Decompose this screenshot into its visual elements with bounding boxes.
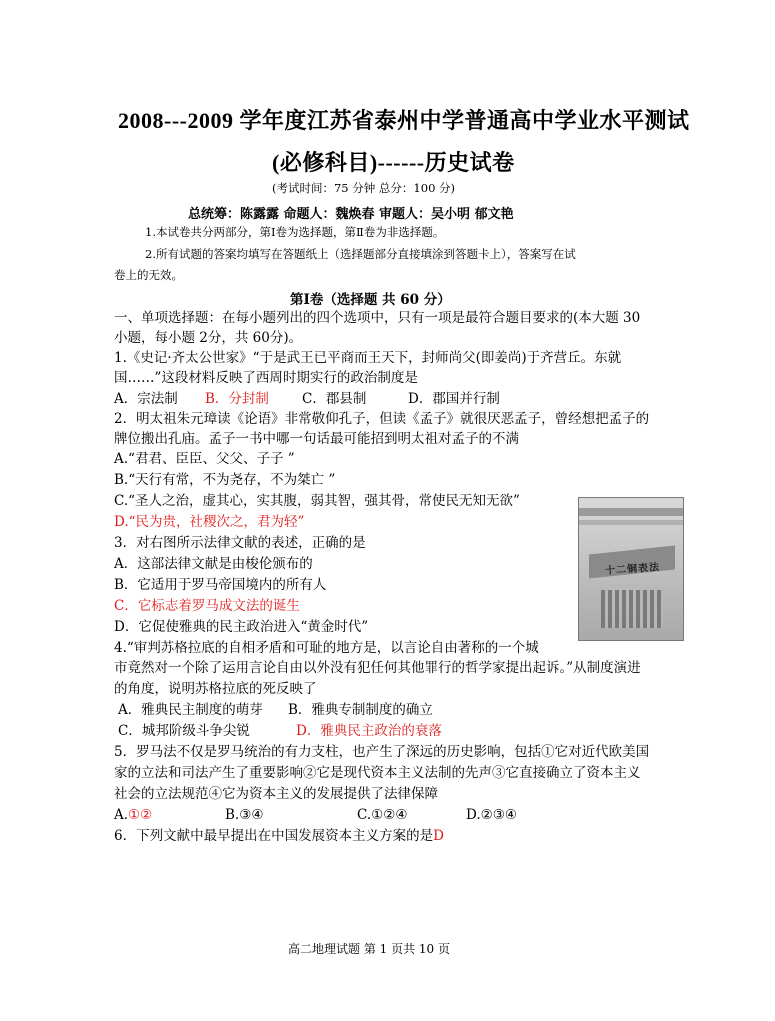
q5-option-c: C.①②④ xyxy=(357,807,408,823)
q6-stem xyxy=(114,826,444,846)
q4-stem-c: 的角度，说明苏格拉底的死反映了 xyxy=(114,681,317,697)
q4-option-b: B．雅典专制制度的确立 xyxy=(288,702,433,718)
q5-stem-b: 家的立法和司法产生了重要影响②它是现代资本主义法制的先声③它直接确立了资本主义 xyxy=(114,765,641,781)
q1-stem-b: 国……”这段材料反映了西周时期实行的政治制度是 xyxy=(114,370,418,386)
q3-stem: 3．对右图所示法律文献的表述，正确的是 xyxy=(114,535,366,551)
q2-option-b: B.“天行有常，不为尧存，不为桀亡 ” xyxy=(114,472,336,488)
twelve-tables-book-image xyxy=(578,497,684,641)
instructions-line-1: 一、单项选择题：在每小题列出的四个选项中，只有一项是最符合题目要求的(本大题 30 xyxy=(114,310,641,326)
book-cover-title: 十二铜表法 xyxy=(604,562,661,577)
q3-option-c: C．它标志着罗马成文法的诞生 xyxy=(114,598,300,614)
q5-option-a-prefix: A. xyxy=(114,807,129,823)
q4-option-c: C．城邦阶级斗争尖锐 xyxy=(118,723,250,739)
book-cover-stripe xyxy=(579,508,683,516)
note-2b: 卷上的无效。 xyxy=(114,268,183,282)
q5-option-d: D.②③④ xyxy=(466,807,517,823)
q1-option-d: D．郡国并行制 xyxy=(408,391,500,407)
q5-stem-c: 社会的立法规范④它为资本主义的发展提供了法律保障 xyxy=(114,786,438,802)
exam-info: (考试时间：75 分钟 总分：100 分) xyxy=(272,181,456,195)
q5-option-a-answer: ①② xyxy=(128,807,153,823)
instructions-line-2: 小题，每小题 2分，共 60分)。 xyxy=(114,330,303,346)
section-heading: 第Ⅰ卷（选择题 共 60 分） xyxy=(290,292,451,308)
q2-option-c: C.“圣人之治，虚其心，实其腹，弱其智，强其骨，常使民无知无欲” xyxy=(114,493,520,509)
q4-option-a: A．雅典民主制度的萌芽 xyxy=(118,702,263,718)
q2-option-a: A.“君君、臣臣、父父、子子 ” xyxy=(114,451,295,467)
q2-stem-a: 2．明太祖朱元璋读《论语》非常敬仰孔子，但读《孟子》就很厌恶孟子，曾经想把孟子的 xyxy=(114,411,650,427)
q3-option-d: D．它促使雅典的民主政治进入“黄金时代” xyxy=(114,619,369,635)
page-footer: 高二地理试题 第 1 页共 10 页 xyxy=(288,942,450,956)
book-cover-pattern xyxy=(601,590,663,628)
q1-option-c: C．郡县制 xyxy=(302,391,367,407)
q1-stem-a: 1.《史记·齐太公世家》“于是武王已平商而王天下，封师尚父(即姜尚)于齐营丘。东就 xyxy=(114,350,622,366)
q5-option-a xyxy=(114,805,152,825)
book-cover-stripe-2 xyxy=(579,520,683,525)
page-subtitle: (必修科目)------历史试卷 xyxy=(272,150,515,175)
q6-stem-text: 6．下列文献中最早提出在中国发展资本主义方案的是 xyxy=(114,828,434,844)
note-2a: 2.所有试题的答案均填写在答题纸上（选择题部分直接填涂到答题卡上），答案写在试 xyxy=(145,247,576,261)
q4-stem-b: 市竟然对一个除了运用言论自由以外没有犯任何其他罪行的哲学家提出起诉。”从制度演进 xyxy=(114,660,641,676)
exam-staff: 总统筹：陈露露 命题人：魏焕春 审题人：吴小明 郁文艳 xyxy=(188,207,514,222)
q4-option-d: D．雅典民主政治的衰落 xyxy=(296,723,442,739)
q2-stem-b: 牌位搬出孔庙。孟子一书中哪一句话最可能招到明太祖对孟子的不满 xyxy=(114,431,519,447)
page-title: 2008---2009 学年度江苏省泰州中学普通高中学业水平测试 xyxy=(118,108,690,133)
q6-answer: D xyxy=(433,828,444,844)
q4-stem-a: 4.“审判苏格拉底的自相矛盾和可耻的地方是，以言论自由著称的一个城 xyxy=(114,640,539,656)
q2-option-d: D.“民为贵，社稷次之，君为轻” xyxy=(114,514,305,530)
q1-option-a: A．宗法制 xyxy=(114,391,178,407)
q5-option-b: B.③④ xyxy=(225,807,264,823)
q3-option-a: A．这部法律文献是由梭伦颁布的 xyxy=(114,556,313,572)
q3-option-b: B．它适用于罗马帝国境内的所有人 xyxy=(114,577,327,593)
q1-option-b: B．分封制 xyxy=(205,391,269,407)
q5-stem-a: 5．罗马法不仅是罗马统治的有力支柱，也产生了深远的历史影响，包括①它对近代欧美国 xyxy=(114,744,650,760)
note-1: 1.本试卷共分两部分，第Ⅰ卷为选择题，第Ⅱ卷为非选择题。 xyxy=(145,225,445,239)
